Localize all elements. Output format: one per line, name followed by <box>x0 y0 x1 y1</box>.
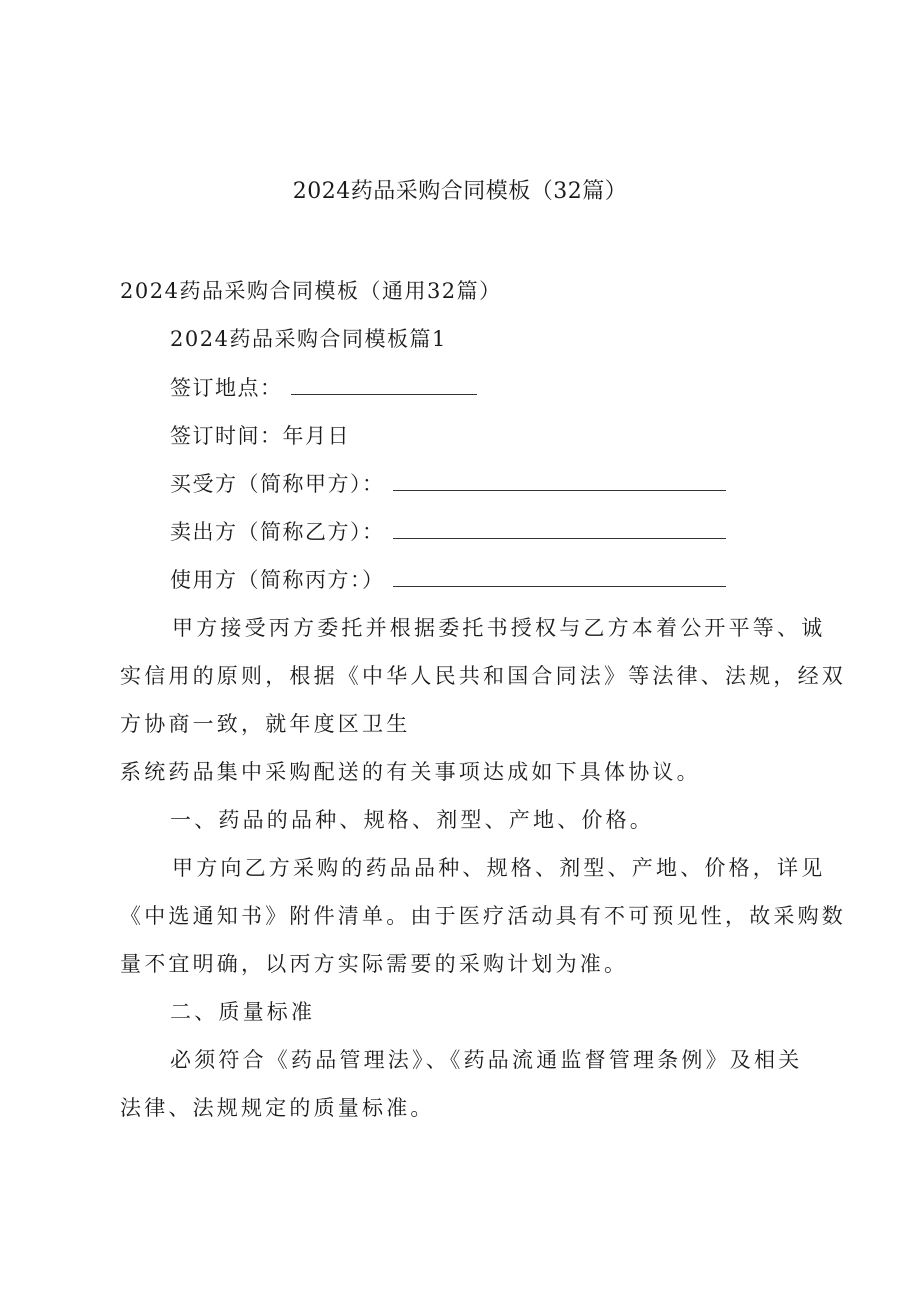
document-title: 2024药品采购合同模板（32篇） <box>292 179 628 204</box>
signing-place-blank <box>291 374 477 395</box>
user-row <box>170 565 726 595</box>
paragraph-line: 系统药品集中采购配送的有关事项达成如下具体协议。 <box>120 760 701 784</box>
seller-blank <box>393 518 726 539</box>
buyer-row <box>170 469 726 499</box>
user-label: 使用方（简称丙方：） <box>170 568 385 592</box>
paragraph-line: 甲方接受丙方委托并根据委托书授权与乙方本着公开平等、诚 <box>172 616 826 640</box>
signing-place-label: 签订地点： <box>170 376 283 400</box>
section-2-heading: 二、质量标准 <box>170 1000 316 1024</box>
paragraph-line: 《中选通知书》附件清单。由于医疗活动具有不可预见性，故采购数 <box>120 904 846 928</box>
user-blank <box>393 566 726 587</box>
paragraph-line: 实信用的原则，根据《中华人民共和国合同法》等法律、法规，经双 <box>120 664 846 688</box>
paragraph-line: 甲方向乙方采购的药品品种、规格、剂型、产地、价格，详见 <box>172 856 826 880</box>
buyer-blank <box>393 470 726 491</box>
signing-time-label: 签订时间：年月日 <box>170 424 350 448</box>
paragraph-line: 法律、法规规定的质量标准。 <box>120 1096 435 1120</box>
seller-label: 卖出方（简称乙方）： <box>170 520 385 544</box>
section-1-heading: 一、药品的品种、规格、剂型、产地、价格。 <box>170 808 654 832</box>
document-subtitle: 2024药品采购合同模板（通用32篇） <box>120 279 502 303</box>
buyer-label: 买受方（简称甲方）： <box>170 472 385 496</box>
paragraph-line: 量不宜明确，以丙方实际需要的采购计划为准。 <box>120 952 629 976</box>
paragraph-line: 必须符合《药品管理法》、《药品流通监督管理条例》及相关 <box>170 1048 803 1072</box>
section-heading: 2024药品采购合同模板篇1 <box>170 327 447 351</box>
paragraph-line: 方协商一致，就年度区卫生 <box>120 712 411 736</box>
signing-place-row <box>170 373 477 403</box>
seller-row <box>170 517 726 547</box>
